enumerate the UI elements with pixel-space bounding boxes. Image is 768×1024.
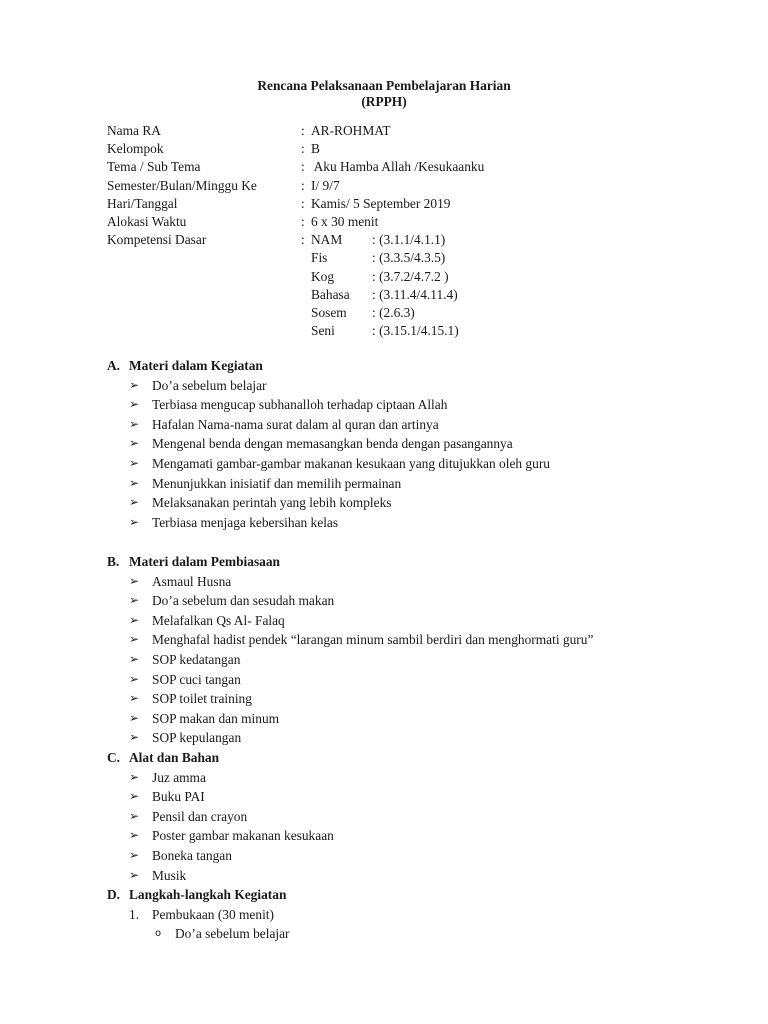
list-item [107,376,550,396]
list-item [107,768,334,788]
numbered-step [107,905,290,925]
list-item [107,709,593,729]
list-item-text: SOP cuci tangan [152,671,241,687]
section-title: Alat dan Bahan [129,750,220,765]
arrow-bullet-icon: ➢ [129,397,140,412]
arrow-bullet-icon: ➢ [129,789,140,804]
info-row-hari-tanggal [107,195,484,213]
list-item-text: Asmaul Husna [152,573,232,589]
arrow-bullet-icon: ➢ [129,436,140,451]
list-item-text: SOP kedatangan [152,651,241,667]
kd-value: : (3.1.1/4.1.1) [372,232,446,248]
kd-value: : (3.15.1/4.15.1) [372,323,459,339]
info-label: Tema / Sub Tema [107,159,201,175]
kd-row-sosem [107,304,484,322]
info-row-kelompok [107,140,484,158]
list-item-text: Buku PAI [152,789,205,805]
list-item [107,415,550,435]
step-number: 1. [129,906,140,922]
list-item [107,572,593,592]
info-row-nama-ra [107,122,484,140]
arrow-bullet-icon: ➢ [129,495,140,510]
list-item-text: Musik [152,867,187,883]
list-item-text: SOP toilet training [152,691,252,707]
info-label: Alokasi Waktu [107,213,187,229]
section-letter: A. [107,358,121,373]
arrow-bullet-icon: ➢ [129,416,140,431]
bullet-list [107,768,334,886]
list-item-text: Juz amma [152,769,206,785]
list-item [107,434,550,454]
arrow-bullet-icon: ➢ [129,867,140,882]
list-item [107,591,593,611]
info-label: Hari/Tanggal [107,195,178,211]
kd-name: Bahasa [311,286,350,302]
info-colon: : [301,195,305,211]
kd-row-seni [107,322,484,340]
list-item [107,474,550,494]
list-item [107,826,334,846]
arrow-bullet-icon: ➢ [129,847,140,862]
list-item-text: Poster gambar makanan kesukaan [152,828,334,844]
arrow-bullet-icon: ➢ [129,632,140,647]
info-colon: : [301,141,305,157]
info-label: Kompetensi Dasar [107,232,207,248]
info-label: Nama RA [107,123,161,138]
kd-name: Fis [311,250,328,266]
list-item-text: Mengamati gambar-gambar makanan kesukaan yang ditujukkan oleh guru [152,455,550,471]
info-row-kompetensi-dasar [107,231,484,249]
list-item-text: Do’a sebelum belajar [152,377,267,393]
kd-value: : (3.7.2/4.7.2 ) [372,268,449,284]
info-row-tema [107,158,484,176]
list-item-text: Do’a sebelum dan sesudah makan [152,593,335,609]
kd-row-bahasa [107,286,484,304]
list-item-text: Menghafal hadist pendek “larangan minum sambil berdiri dan menghormati guru” [152,632,594,648]
section-alat-bahan [107,748,334,885]
section-title: Materi dalam Pembiasaan [129,554,280,569]
info-colon: : [301,177,305,193]
arrow-bullet-icon: ➢ [129,671,140,686]
info-value: I/ 9/7 [311,177,340,193]
arrow-bullet-icon: ➢ [129,828,140,843]
info-label: Semester/Bulan/Minggu Ke [107,177,257,193]
list-item [107,807,334,827]
identity-table [107,122,484,340]
list-item [107,670,593,690]
document-title: Rencana Pelaksanaan Pembelajaran Harian [257,78,511,93]
info-colon: : [301,213,305,229]
arrow-bullet-icon: ➢ [129,730,140,745]
list-item [107,611,593,631]
kd-value: : (2.6.3) [372,304,415,320]
arrow-bullet-icon: ➢ [129,573,140,588]
kd-value: : (3.3.5/4.3.5) [372,250,446,266]
arrow-bullet-icon: ➢ [129,593,140,608]
kd-name: NAM [311,232,343,248]
kd-name: Seni [311,323,335,339]
kd-name: Sosem [311,304,347,320]
bullet-list [107,376,550,533]
bullet-list [107,572,593,748]
list-item-text: Melafalkan Qs Al- Falaq [152,612,285,628]
arrow-bullet-icon: ➢ [129,769,140,784]
info-colon: : [301,123,305,138]
arrow-bullet-icon: ➢ [129,475,140,490]
arrow-bullet-icon: ➢ [129,377,140,392]
list-item-text: SOP makan dan minum [152,710,280,726]
list-item [107,846,334,866]
kd-row-kog [107,268,484,286]
section-heading [107,552,593,572]
arrow-bullet-icon: ➢ [129,808,140,823]
list-item [107,689,593,709]
arrow-bullet-icon: ➢ [129,710,140,725]
sub-list-item-text: Do’a sebelum belajar [175,926,290,942]
section-letter: C. [107,750,121,765]
list-item-text: SOP kepulangan [152,730,242,746]
list-item [107,395,550,415]
arrow-bullet-icon: ➢ [129,514,140,529]
list-item [107,787,334,807]
list-item [107,650,593,670]
sub-list-item [107,924,290,944]
section-heading [107,885,290,905]
list-item-text: Terbiasa menjaga kebersihan kelas [152,514,339,530]
section-title: Materi dalam Kegiatan [129,358,263,373]
list-item [107,513,550,533]
info-colon: : [301,232,305,248]
info-row-semester [107,177,484,195]
list-item [107,454,550,474]
list-item [107,866,334,886]
info-value: Kamis/ 5 September 2019 [311,195,451,211]
list-item [107,493,550,513]
list-item-text: Melaksanakan perintah yang lebih kompleks [152,495,392,511]
arrow-bullet-icon: ➢ [129,455,140,470]
section-letter: D. [107,887,121,902]
section-materi-kegiatan [107,356,550,532]
list-item-text: Menunjukkan inisiatif dan memilih permainan [152,475,402,491]
info-value: 6 x 30 menit [311,213,379,229]
arrow-bullet-icon: ➢ [129,691,140,706]
info-label: Kelompok [107,141,164,157]
info-colon: : [301,159,305,175]
section-letter: B. [107,554,120,569]
list-item [107,728,593,748]
info-value: Aku Hamba Allah /Kesukaanku [311,159,485,175]
list-item-text: Hafalan Nama-nama surat dalam al quran dan artinya [152,416,439,432]
section-heading [107,748,334,768]
section-materi-pembiasaan [107,552,593,748]
info-row-alokasi-waktu [107,213,484,231]
kd-value: : (3.11.4/4.11.4) [372,286,458,302]
step-label: Pembukaan (30 menit) [152,906,274,922]
arrow-bullet-icon: ➢ [129,651,140,666]
list-item-text: Boneka tangan [152,847,232,863]
circle-bullet-icon: o [155,928,162,940]
info-value: AR-ROHMAT [311,123,391,138]
arrow-bullet-icon: ➢ [129,612,140,627]
section-langkah-kegiatan [107,885,290,944]
list-item-text: Pensil dan crayon [152,808,248,824]
kd-row-fis [107,249,484,267]
document-subtitle: (RPPH) [361,94,407,109]
section-heading [107,356,550,376]
section-title: Langkah-langkah Kegiatan [129,887,287,902]
info-value: B [311,141,320,157]
list-item-text: Mengenal benda dengan memasangkan benda dengan pasangannya [152,436,513,452]
list-item-text: Terbiasa mengucap subhanalloh terhadap ciptaan Allah [152,397,448,413]
list-item [107,630,593,650]
kd-name: Kog [311,268,335,284]
